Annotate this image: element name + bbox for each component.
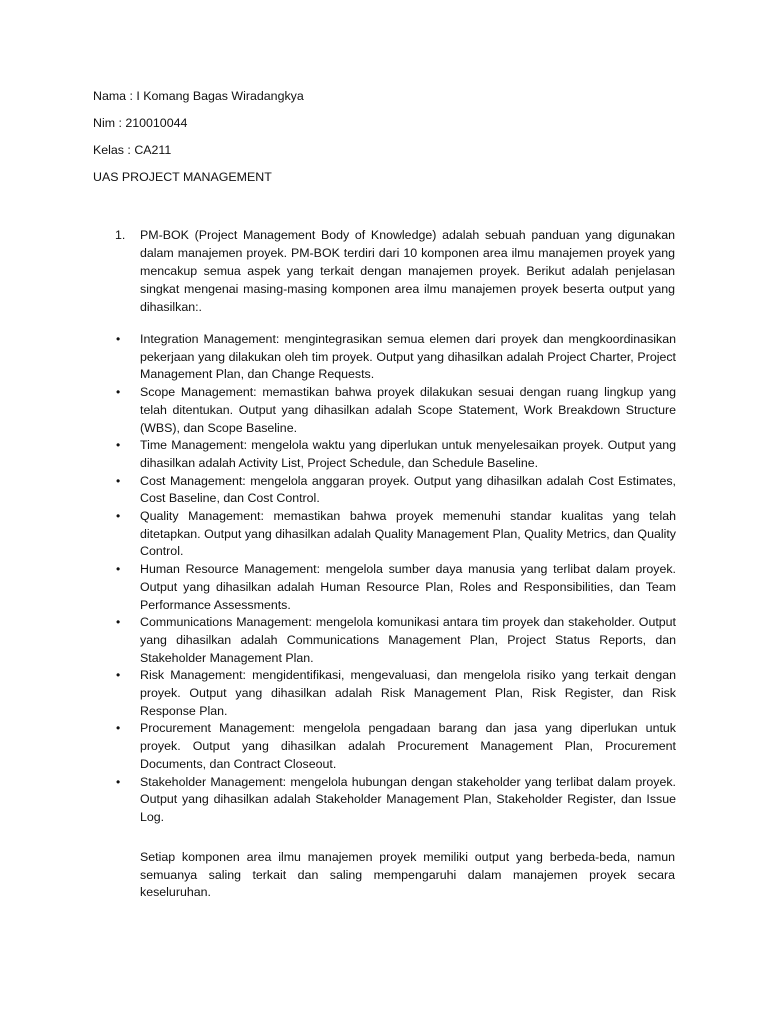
list-item — [116, 720, 676, 773]
list-item-text: Integration Management: mengintegrasikan semua elemen dari proyek dan mengkoordinasikan pekerjaan yang dilakukan oleh tim proyek. Output yang dihasilkan adalah Project Charter, Project Management Plan, dan Change Requests. — [140, 332, 676, 382]
bullet-icon: • — [116, 721, 121, 736]
student-class: Kelas : CA211 — [93, 143, 172, 157]
list-item — [116, 561, 676, 614]
bullet-icon: • — [116, 438, 121, 453]
list-item-text: Time Management: mengelola waktu yang diperlukan untuk menyelesaikan proyek. Output yang dihasilkan adalah Activity List, Project Schedule, dan Schedule Baseline. — [140, 438, 676, 470]
bullet-icon: • — [116, 562, 121, 577]
bullet-icon: • — [116, 615, 121, 630]
question-number: 1. — [115, 228, 126, 242]
bullet-icon: • — [116, 385, 121, 400]
bullet-icon: • — [116, 774, 121, 789]
list-item-text: Procurement Management: mengelola pengadaan barang dan jasa yang diperlukan untuk proyek. Output yang dihasilkan adalah Procurement Management Plan, Procurement Documents, dan Contract Closeout. — [140, 721, 676, 771]
list-item — [116, 774, 676, 827]
list-item-text: Quality Management: memastikan bahwa proyek memenuhi standar kualitas yang telah ditetapkan. Output yang dihasilkan adalah Quality Management Plan, Quality Metrics, dan Quality Control. — [140, 509, 676, 559]
component-list — [116, 331, 676, 827]
closing-paragraph: Setiap komponen area ilmu manajemen proyek memiliki output yang berbeda-beda, namun semuanya saling terkait dan saling mempengaruhi dalam manajemen proyek secara keseluruhan. — [140, 850, 675, 900]
list-item-text: Risk Management: mengidentifikasi, mengevaluasi, dan mengelola risiko yang terkait dengan proyek. Output yang dihasilkan adalah Risk Management Plan, Risk Register, dan Risk Response Plan. — [140, 668, 676, 718]
bullet-icon: • — [116, 473, 121, 488]
list-item-text: Cost Management: mengelola anggaran proyek. Output yang dihasilkan adalah Cost Estimates, Cost Baseline, dan Cost Control. — [140, 473, 676, 506]
list-item — [116, 614, 676, 667]
bullet-icon: • — [116, 668, 121, 683]
list-item — [116, 667, 676, 720]
student-nim: Nim : 210010044 — [93, 116, 188, 130]
bullet-icon: • — [116, 509, 121, 524]
question-paragraph: PM-BOK (Project Management Body of Knowledge) adalah sebuah panduan yang digunakan dalam manajemen proyek. PM-BOK terdiri dari 10 komponen area ilmu manajemen proyek yang mencakup semua aspek yang terkait dengan manajemen proyek. Berikut adalah penjelasan singkat mengenai masing-masing komponen area ilmu manajemen proyek beserta output yang dihasilkan:. — [140, 228, 675, 314]
list-item — [116, 508, 676, 561]
list-item-text: Stakeholder Management: mengelola hubungan dengan stakeholder yang terlibat dalam proyek. Output yang dihasilkan adalah Stakeholder Management Plan, Stakeholder Register, dan Issue Log. — [140, 774, 676, 824]
list-item — [116, 473, 676, 508]
bullet-icon: • — [116, 332, 121, 346]
list-item-text: Communications Management: mengelola komunikasi antara tim proyek dan stakeholder. Output yang dihasilkan adalah Communications Management Plan, Project Status Reports, dan Stakeholder Management Plan. — [140, 615, 676, 665]
list-item-text: Scope Management: memastikan bahwa proyek dilakukan sesuai dengan ruang lingkup yang telah ditentukan. Output yang dihasilkan adalah Scope Statement, Work Breakdown Structure (WBS), dan Scope Baseline. — [140, 385, 676, 435]
list-item — [116, 331, 676, 384]
list-item-text: Human Resource Management: mengelola sumber daya manusia yang terlibat dalam proyek. Output yang dihasilkan adalah Human Resource Plan, Roles and Responsibilities, dan Team Performance Assessments. — [140, 562, 676, 612]
list-item — [116, 384, 676, 437]
list-item — [116, 437, 676, 472]
student-name: Nama : I Komang Bagas Wiradangkya — [93, 89, 304, 103]
document-title: UAS PROJECT MANAGEMENT — [93, 170, 272, 184]
